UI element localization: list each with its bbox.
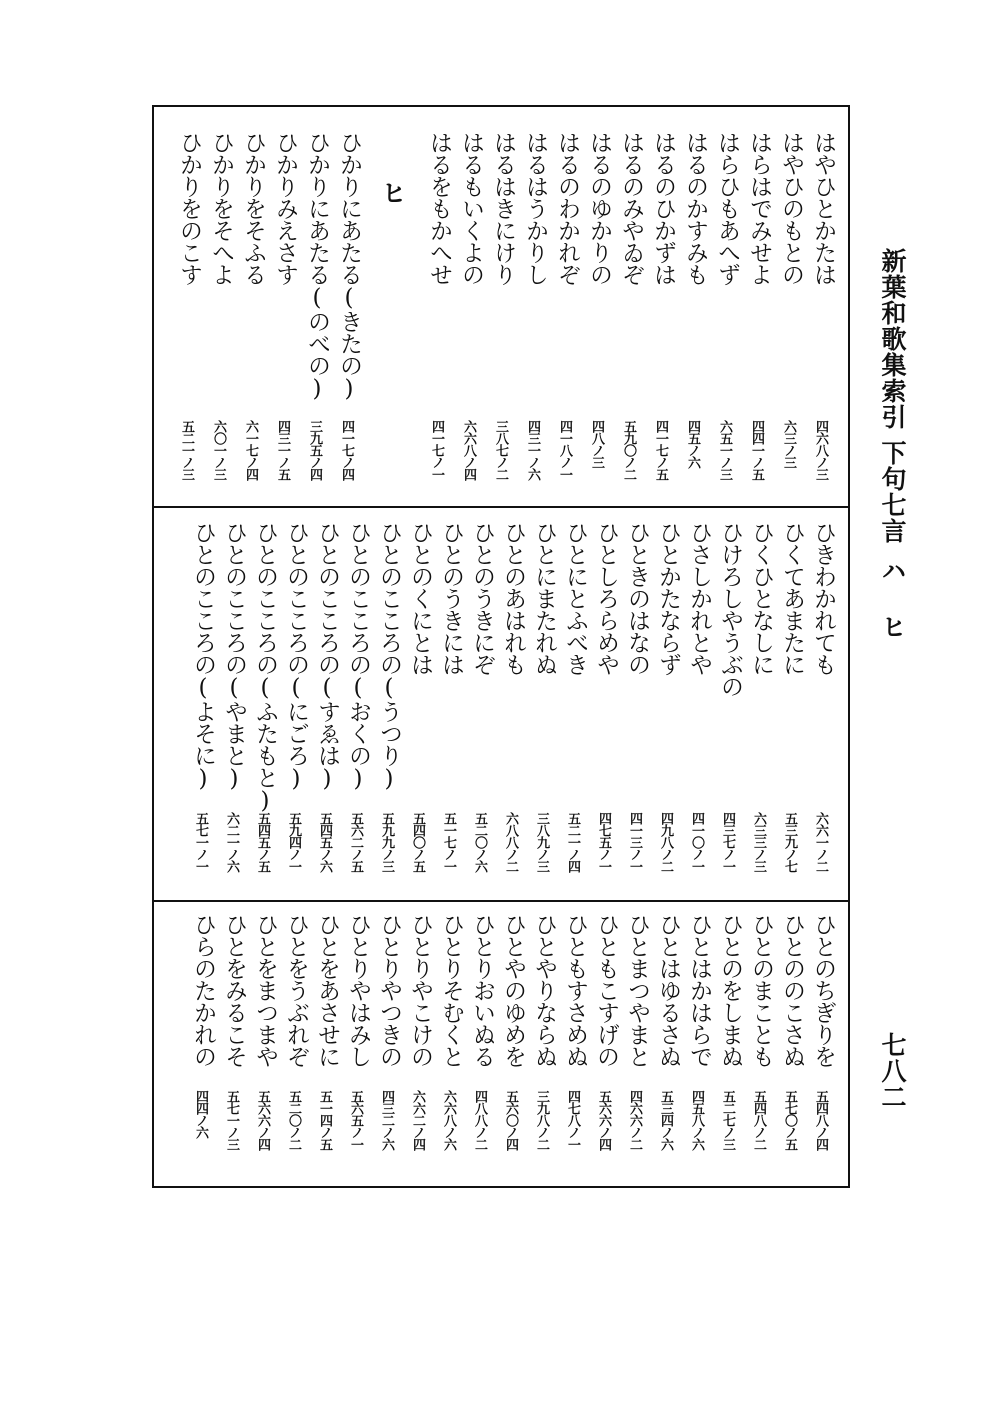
index-entry: ひかりをのこす: [176, 131, 202, 285]
index-entry: ひとのうきには: [438, 521, 464, 675]
header-title-group: [880, 248, 905, 640]
index-entry: ひとのこころの(すゑは): [314, 521, 340, 791]
index-entry: ひとをあさせに: [314, 913, 340, 1067]
index-entry: ひとのこころの(うつり): [376, 521, 402, 791]
index-entry: ひかりにあたる(のべの): [304, 131, 330, 401]
page-ref: 四四一ノ五: [749, 420, 764, 480]
index-entry: ひとのちぎりを: [810, 913, 836, 1067]
index-entry: ひとにまたれぬ: [531, 521, 557, 675]
index-entry: ひとやのゆめを: [500, 913, 526, 1067]
index-entry: ひときのはなの: [624, 521, 650, 675]
index-entry: ひとにとふべき: [562, 521, 588, 675]
index-entry: ひとのくにとは: [407, 521, 433, 675]
index-entry: ひかりをそふる: [240, 131, 266, 285]
page-ref: 四三七ノ一: [720, 812, 735, 872]
index-entry: はやひとかたは: [810, 131, 836, 285]
page-ref: 六二一ノ六: [224, 812, 239, 872]
index-entry: はるをもかへせ: [426, 131, 452, 285]
index-entry: ひとはゆるさぬ: [655, 913, 681, 1067]
page-ref: 五六二ノ五: [348, 812, 363, 872]
index-entry: はるのひかずは: [650, 131, 676, 285]
index-entry: ひけろしやうぶの: [717, 521, 743, 697]
page-ref: 四一七ノ四: [339, 420, 354, 480]
page-ref: 四一〇ノ一: [689, 812, 704, 872]
index-entry: ひきわかれても: [810, 521, 836, 675]
index-entry: ひくてあまたに: [779, 521, 805, 675]
page-ref: 三八七ノ二: [493, 420, 508, 480]
page-ref: 五七一ノ三: [224, 1090, 239, 1150]
page-ref: 六六一ノ二: [813, 812, 828, 872]
index-entry: ひとのこころの(にごろ): [283, 521, 309, 791]
index-entry: ひとやりならぬ: [531, 913, 557, 1067]
index-entry: ひとはかはらで: [686, 913, 712, 1067]
page-ref: 六三ノ三: [781, 420, 796, 468]
page-ref: 四九八ノ二: [658, 812, 673, 872]
page-ref: 三九八ノ二: [534, 1090, 549, 1150]
page-ref: 六六八ノ四: [461, 420, 476, 480]
index-entry: はやひのもとの: [778, 131, 804, 285]
page-ref: 四三一ノ六: [525, 420, 540, 480]
page-ref: 四七五ノ一: [596, 812, 611, 872]
index-entry: はらはでみせよ: [746, 131, 772, 285]
page-ref: 四一三ノ一: [627, 812, 642, 872]
index-entry: ひとりやはみし: [345, 913, 371, 1067]
page-ref: 五二七ノ三: [720, 1090, 735, 1150]
page-ref: 六五一ノ三: [717, 420, 732, 480]
page-ref: 四一七ノ五: [653, 420, 668, 480]
index-entry: はるのわかれぞ: [554, 131, 580, 285]
page-ref: 五二一ノ三: [179, 420, 194, 480]
index-entry: ひとをまつまや: [252, 913, 278, 1067]
page-ref: 四五ノ六: [685, 420, 700, 468]
header-title: 新葉和歌集索引: [878, 248, 907, 430]
page-ref: 五四八ノ四: [813, 1090, 828, 1150]
index-entry: ひとをうぶれぞ: [283, 913, 309, 1067]
index-entry: ひとかたならず: [655, 521, 681, 675]
page-ref: 五三四ノ六: [658, 1090, 673, 1150]
index-entry: ひとりおいぬる: [469, 913, 495, 1067]
page-number: 七八二: [878, 1032, 907, 1110]
index-entry: はるもいくよの: [458, 131, 484, 285]
index-entry: ひかりをそへよ: [208, 131, 234, 285]
header-section: 下句七言: [878, 440, 907, 544]
page-ref: 六六八ノ六: [441, 1090, 456, 1150]
header-kana: ハ ヒ: [878, 558, 907, 640]
page-ref: 五四五ノ五: [255, 812, 270, 872]
index-entry: はらひもあへず: [714, 131, 740, 285]
section-divider-bottom: [152, 900, 850, 902]
page-ref: 五四〇ノ五: [410, 812, 425, 872]
page-ref: 五六六ノ四: [596, 1090, 611, 1150]
page-ref: 四八八ノ二: [472, 1090, 487, 1150]
page-ref: 五四五ノ六: [317, 812, 332, 872]
page-ref: 五七一ノ一: [193, 812, 208, 872]
page-ref: 五二〇ノ六: [472, 812, 487, 872]
page-ref: 六〇一ノ三: [211, 420, 226, 480]
index-entry: ひとののこさぬ: [779, 913, 805, 1067]
page-ref: 六三三ノ三: [751, 812, 766, 872]
index-entry: はるのみやゐぞ: [618, 131, 644, 285]
page-ref: 四一七ノ一: [429, 420, 444, 480]
index-entry: ひとりやこけの: [407, 913, 433, 1067]
kana-heading: ヒ: [378, 180, 407, 205]
page-ref: 五七〇ノ五: [782, 1090, 797, 1150]
index-entry: ひとのこころの(ふたもと): [252, 521, 278, 813]
index-entry: ひともこすげの: [593, 913, 619, 1067]
page-ref: 六八八ノ二: [503, 812, 518, 872]
page-ref: 五二〇ノ二: [286, 1090, 301, 1150]
index-entry: ひとのまことも: [748, 913, 774, 1067]
page-ref: 四七八ノ一: [565, 1090, 580, 1150]
index-entry: はるのゆかりの: [586, 131, 612, 285]
page-ref: 五一七ノ一: [441, 812, 456, 872]
page-ref: 五三九ノ七: [782, 812, 797, 872]
page-ref: 四六六ノ二: [627, 1090, 642, 1150]
index-entry: ひとのをしまぬ: [717, 913, 743, 1067]
page-ref: 四五八ノ六: [689, 1090, 704, 1150]
page-ref: 五二一ノ四: [565, 812, 580, 872]
page-ref: 三八九ノ三: [534, 812, 549, 872]
index-entry: ひとのこころの(やまと): [221, 521, 247, 791]
page-ref: 五九四ノ一: [286, 812, 301, 872]
page-ref: 五六五ノ一: [348, 1090, 363, 1150]
page-ref: 五四八ノ二: [751, 1090, 766, 1150]
index-entry: ひとしろらめや: [593, 521, 619, 675]
index-entry: はるはうかりし: [522, 131, 548, 285]
index-entry: ひとのこころの(よそに): [190, 521, 216, 791]
page-ref: 五一四ノ五: [317, 1090, 332, 1150]
page-ref: 五六六ノ四: [255, 1090, 270, 1150]
index-entry: ひとのうきにぞ: [469, 521, 495, 675]
index-entry: ひとまつやまと: [624, 913, 650, 1067]
page-ref: 五六〇ノ四: [503, 1090, 518, 1150]
page-ref: 四六八ノ三: [813, 420, 828, 480]
index-entry: ひかりにあたる(きたの): [336, 131, 362, 401]
section-divider-top: [152, 506, 850, 508]
index-entry: はるはきにけり: [490, 131, 516, 285]
page-ref: 四三一ノ五: [275, 420, 290, 480]
index-entry: ひくひとなしに: [748, 521, 774, 675]
page-ref: 三九五ノ四: [307, 420, 322, 480]
page-ref: 四四ノ六: [193, 1090, 208, 1138]
page-ref: 四三二ノ六: [379, 1090, 394, 1150]
index-entry: ひとのあはれも: [500, 521, 526, 675]
index-entry: ひとりやつきの: [376, 913, 402, 1067]
index-entry: ひとをみるこそ: [221, 913, 247, 1067]
index-entry: ひらのたかれの: [190, 913, 216, 1067]
index-entry: ひかりみえさす: [272, 131, 298, 285]
page-ref: 四八ノ三: [589, 420, 604, 468]
index-entry: ひとりそむくと: [438, 913, 464, 1067]
index-entry: ひとのこころの(おくの): [345, 521, 371, 791]
index-entry: ひともすさめぬ: [562, 913, 588, 1067]
page-ref: 六六二ノ四: [410, 1090, 425, 1150]
page-ref: 四一八ノ一: [557, 420, 572, 480]
page-ref: 六一七ノ四: [243, 420, 258, 480]
page-ref: 五九九ノ三: [379, 812, 394, 872]
page-ref: 五九〇ノ二: [621, 420, 636, 480]
index-entry: ひさしかれとや: [686, 521, 712, 675]
index-entry: はるのかすみも: [682, 131, 708, 285]
